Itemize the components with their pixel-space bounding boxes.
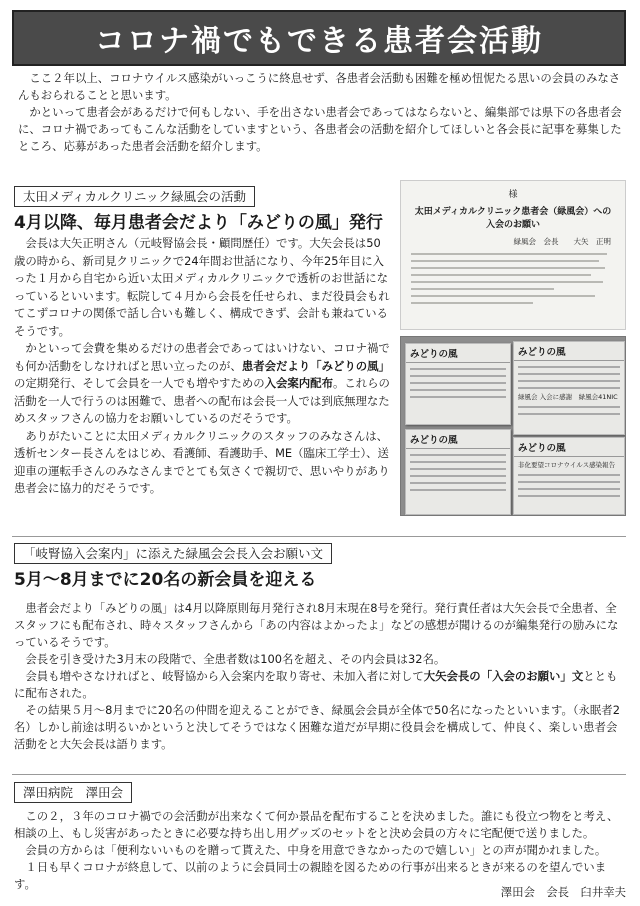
section3-paragraph-2: 会員の方からは「便利ないいものを贈って貰えた、中身を用意できなかったので嬉しい」との声が聞かれました。 [25, 843, 607, 857]
page-title: コロナ禍でもできる患者会活動 [95, 24, 543, 59]
section1-paragraph-3: ありがたいことに太田メディカルクリニックのスタッフのみなさんは、透析センター長さんをはじめ、看護師、看護助手、ME（臨床工学士）、送迎車の運転手さんのみなさんまでとても気さくで親切で、思いやりがあり患者会に協力的だそうです。 [14, 428, 390, 495]
section3-body [14, 808, 626, 893]
section2-heading: 5月～8月までに20名の新会員を迎える [14, 570, 317, 590]
newsletter-sheet: みどりの風 非化要望コロナウイルス感染報告 [513, 437, 625, 515]
section1-paragraph-2: かといって会費を集めるだけの患者会であってはいけない、コロナ禍でも何か活動をしなければと思い立ったのが、患者会だより「みどりの風」の定期発行、そして会員を一人でも増やすための入会案内配布。これらの活動を一人で行うのは困難で、患者への配布は会長一人では到底無理なためスタッフさんの協力をお願いしているのだそうです。 [14, 341, 390, 425]
section1-heading: 4月以降、毎月患者会だより「みどりの風」発行 [14, 213, 383, 233]
newsletter-sheet: みどりの風 緑風会 入会に感謝 緑風会41NIC [513, 341, 625, 435]
letter-body-lines [411, 253, 615, 304]
newsletter-sheet: みどりの風 [405, 429, 511, 515]
section3-label: 澤田病院 澤田会 [14, 782, 132, 803]
title-banner [12, 10, 626, 66]
section2-label: 「岐腎協入会案内」に添えた緑風会会長入会お願い文 [14, 543, 332, 564]
invitation-letter-photo [400, 180, 626, 330]
intro-text [18, 70, 624, 155]
intro-paragraph-2: かといって患者会があるだけで何もしない、手を出さない患者会であってはならないと、編集部では県下の各患者会に、コロナ禍であってもこんな活動をしていますという、各患者会の活動を紹介してほしいと各会長に記事を募集したところ、応募があった患者会活動を紹介します。 [18, 105, 622, 153]
section3-signature: 澤田会 会長 臼井幸夫 [500, 885, 626, 899]
request-letter-highlight: 大矢会長の「入会のお願い」文 [423, 669, 584, 683]
section2-paragraph-2: 会長を引き受けた3月末の段階で、全患者数は100名を超え、その内会員は32名。 [25, 652, 446, 666]
section1-paragraph-1: 会長は大矢正明さん（元岐腎協会長・顧問歴任）です。大矢会長は50歳の時から、新司見クリニックで24年間お世話になり、今年25年目に入った１月から自宅から近い太田メディカルクリニックで透析のお世話になっているといいます。転院して４月から会長を任せられ、まだ役員会もれてこずコロナの関係で話し合いも難しく、構成できず、会計も兼ねているそうです。 [14, 236, 390, 338]
newsletter-sheet: みどりの風 [405, 343, 511, 425]
section-divider [12, 774, 626, 775]
section2-paragraph-1: 患者会だより「みどりの風」は4月以降原則毎月発行され8月末現在8号を発行。発行責任者は大矢会長で全患者、全スタッフにも配布され、時々スタッフさんから「あの内容はよかったよ」などの感想が聞けるのが編集発行の励みになっているそうです。 [14, 601, 619, 649]
section2-paragraph-4: その結果５月～8月までに20名の仲間を迎えることができ、緑風会会員が全体で50名になったといいます。（永眠者2名）しかし前途は明るいかというと決してそうではなく困難な道だが早期に役員会を構成して、仲良く、楽しい患者会活動をと大矢会長は語ります。 [14, 703, 620, 751]
newsletter-highlight: 患者会だより「みどりの風」 [241, 358, 390, 373]
section-divider [12, 536, 626, 537]
letter-title: 太田メディカルクリニック患者会（緑風会）への入会のお願い [414, 207, 612, 230]
newsletter-callout-2: 非化要望コロナウイルス感染報告 [518, 461, 616, 469]
letter-salutation: 様 [508, 190, 518, 200]
intro-paragraph-1: ここ２年以上、コロナウイルス感染がいっこうに終息せず、各患者会活動も困難を極め忸怩たる思いの会員のみなさんもおられることと思います。 [18, 71, 621, 102]
flyer-highlight: 入会案内配布 [264, 376, 333, 390]
section3-paragraph-1: この２，３年のコロナ禍での会活動が出来なくて何か景品を配布することを決めました。誰にも役立つ物をと考え、相談の上、もし災害があったときに必要な持ち出し用グッズのセットをと決め会員の方々に宅配便で送りました。 [14, 809, 619, 840]
newsletter-collage-photo [400, 336, 626, 516]
section2-paragraph-3: 会員も増やさなければと、岐腎協から入会案内を取り寄せ、未加入者に対して大矢会長の「入会のお願い」文とともに配布された。 [14, 669, 618, 700]
section3-paragraph-3: １日も早くコロナが終息して、以前のように会員同士の親睦を図るための行事が出来るときが来るのを望んでいます。 [14, 860, 607, 891]
section1-label: 太田メディカルクリニック緑風会の活動 [14, 186, 255, 207]
section1-body [14, 235, 392, 498]
letter-signature: 緑風会 会長 大矢 正明 [513, 237, 611, 246]
newsletter-callout-1: 緑風会 入会に感謝 緑風会41NIC [518, 393, 618, 401]
section2-body [14, 600, 626, 753]
